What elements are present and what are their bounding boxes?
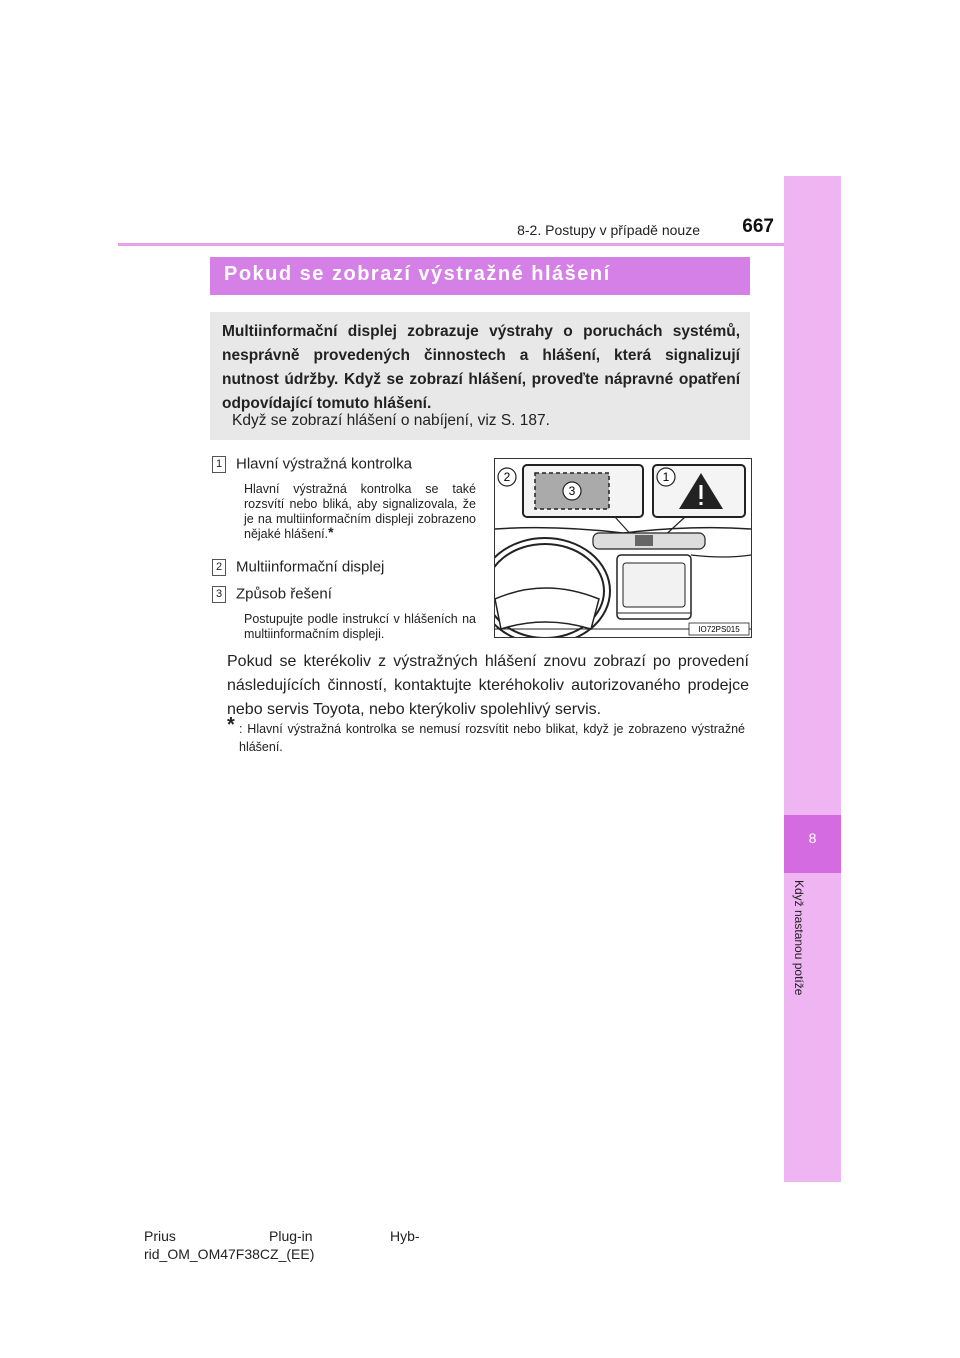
footnote-marker: * (328, 524, 334, 540)
body-paragraph: Pokud se kterékoliv z výstražných hlášení znovu zobrazí po provedení následujících činností, kontaktujte kteréhokoliv autorizovaného prodejce nebo servis Toyota, nebo kterýkoliv spolehlivý servis. (227, 653, 749, 718)
chapter-side-strip (784, 176, 841, 1182)
title-bar (210, 257, 750, 295)
footer (144, 1227, 420, 1263)
section-heading: 8-2. Postupy v případě nouze (517, 222, 700, 238)
dash-top (495, 528, 751, 533)
footer-col2: Plug-in (269, 1228, 313, 1244)
dashboard-drawing (495, 459, 751, 637)
callout-label: 3 (568, 484, 576, 498)
item-description: Postupujte podle instrukcí v hlášeních na multiinformačním displeji. (244, 612, 476, 641)
intro-box (210, 312, 750, 440)
footnote-marker: * (227, 714, 235, 736)
item-label: Způsob řešení (236, 585, 332, 603)
item-label: Hlavní výstražná kontrolka (236, 455, 412, 473)
item-number: 3 (212, 586, 226, 603)
dash-right (691, 555, 751, 557)
footer-col1: Prius (144, 1228, 176, 1244)
item-label: Multiinformační displej (236, 558, 385, 576)
footer-col3: Hyb- (390, 1228, 420, 1244)
intro-note: Když se zobrazí hlášení o nabíjení, viz S. 187. (232, 412, 550, 429)
footnote-text: : Hlavní výstražná kontrolka se nemusí rozsvítit nebo blikat, když je zobrazeno výstražné hlášení. (239, 722, 745, 754)
dashboard-illustration (494, 458, 752, 638)
meter-highlight (635, 535, 653, 546)
callout-label: 2 (503, 470, 511, 484)
console-screen (623, 563, 685, 607)
callout-label: 1 (662, 470, 670, 484)
wheel-hub (495, 588, 599, 629)
footer-line2: rid_OM_OM47F38CZ_(EE) (144, 1246, 315, 1262)
item-desc-text: Hlavní výstražná kontrolka se také rozsvítí nebo bliká, aby signalizovala, že je na multiinformačním displeji zobrazeno nějaké hlášení. (244, 482, 476, 541)
list-item (212, 585, 332, 603)
list-item (212, 558, 384, 576)
item-number: 2 (212, 559, 226, 576)
figure-code: IO72PS015 (698, 625, 740, 634)
intro-text: Multiinformační displej zobrazuje výstrahy o poruchách systémů, nesprávně provedených činnostech a hlášení, která signalizují nutnost údržby. Když se zobrazí hlášení, proveďte nápravné opatření odpovídající tomuto hlášení. (222, 323, 740, 412)
header-divider (118, 243, 784, 246)
item-number: 1 (212, 456, 226, 473)
warning-exclamation-icon (700, 485, 703, 499)
list-item (212, 455, 412, 473)
warning-exclamation-dot-icon (700, 502, 703, 505)
item-description (244, 482, 476, 542)
page-number: 667 (742, 216, 774, 237)
page-title: Pokud se zobrazí výstražné hlášení (224, 263, 611, 285)
chapter-label: Když nastanou potíže (792, 880, 806, 996)
chapter-number: 8 (808, 830, 817, 846)
